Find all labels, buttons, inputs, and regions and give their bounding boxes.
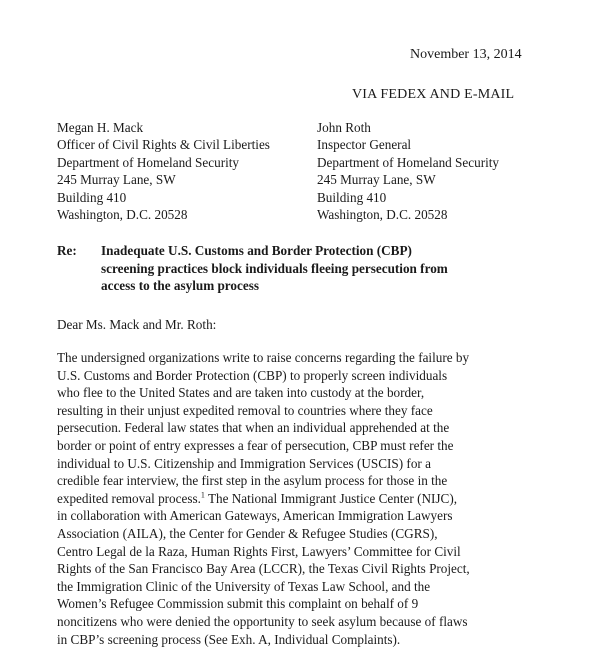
body-paragraph (57, 349, 537, 648)
recipient-address-mack (57, 119, 317, 223)
delivery-method: VIA FEDEX AND E-MAIL (352, 86, 514, 103)
address-line: Department of Homeland Security (57, 154, 317, 171)
recipient-address-roth (317, 119, 577, 223)
address-line: Washington, D.C. 20528 (317, 206, 577, 223)
address-line: Building 410 (57, 189, 317, 206)
address-line: Building 410 (317, 189, 577, 206)
body-line: in collaboration with American Gateways, American Immigration Lawyers (57, 507, 537, 525)
address-line: 245 Murray Lane, SW (57, 171, 317, 188)
body-line: The undersigned organizations write to raise concerns regarding the failure by (57, 349, 537, 367)
body-line: Women’s Refugee Commission submit this complaint on behalf of 9 (57, 595, 537, 613)
body-line: U.S. Customs and Border Protection (CBP) to properly screen individuals (57, 367, 537, 385)
address-line: Megan H. Mack (57, 119, 317, 136)
body-line: resulting in their unjust expedited removal to countries where they face (57, 402, 537, 420)
body-line: Association (AILA), the Center for Gender & Refugee Studies (CGRS), (57, 525, 537, 543)
subject-label: Re: (57, 242, 77, 259)
subject-line: screening practices block individuals fleeing persecution from (101, 260, 531, 278)
body-line-tail: The National Immigrant Justice Center (NIJC), (205, 491, 457, 506)
subject-text (101, 242, 531, 295)
body-line: Centro Legal de la Raza, Human Rights First, Lawyers’ Committee for Civil (57, 543, 537, 561)
body-line: in CBP’s screening process (See Exh. A, Individual Complaints). (57, 631, 537, 648)
footnote-marker[interactable]: 1 (201, 490, 205, 499)
address-line: Washington, D.C. 20528 (57, 206, 317, 223)
address-line: Department of Homeland Security (317, 154, 577, 171)
body-line: noncitizens who were denied the opportunity to seek asylum because of flaws (57, 613, 537, 631)
body-line: persecution. Federal law states that when an individual apprehended at the (57, 419, 537, 437)
subject-line: access to the asylum process (101, 277, 531, 295)
body-line: who flee to the United States and are taken into custody at the border, (57, 384, 537, 402)
body-line (57, 490, 537, 508)
address-line: Inspector General (317, 136, 577, 153)
body-line: border or point of entry expresses a fear of persecution, CBP must refer the (57, 437, 537, 455)
body-line: the Immigration Clinic of the University of Texas Law School, and the (57, 578, 537, 596)
body-line: credible fear interview, the first step in the asylum process for those in the (57, 472, 537, 490)
letter-date: November 13, 2014 (410, 46, 522, 63)
salutation: Dear Ms. Mack and Mr. Roth: (57, 316, 216, 333)
body-line: individual to U.S. Citizenship and Immigration Services (USCIS) for a (57, 455, 537, 473)
body-line-head: expedited removal process. (57, 491, 201, 506)
address-line: 245 Murray Lane, SW (317, 171, 577, 188)
body-line: Rights of the San Francisco Bay Area (LCCR), the Texas Civil Rights Project, (57, 560, 537, 578)
subject-line: Inadequate U.S. Customs and Border Protection (CBP) (101, 242, 531, 260)
address-line: John Roth (317, 119, 577, 136)
address-line: Officer of Civil Rights & Civil Liberties (57, 136, 317, 153)
